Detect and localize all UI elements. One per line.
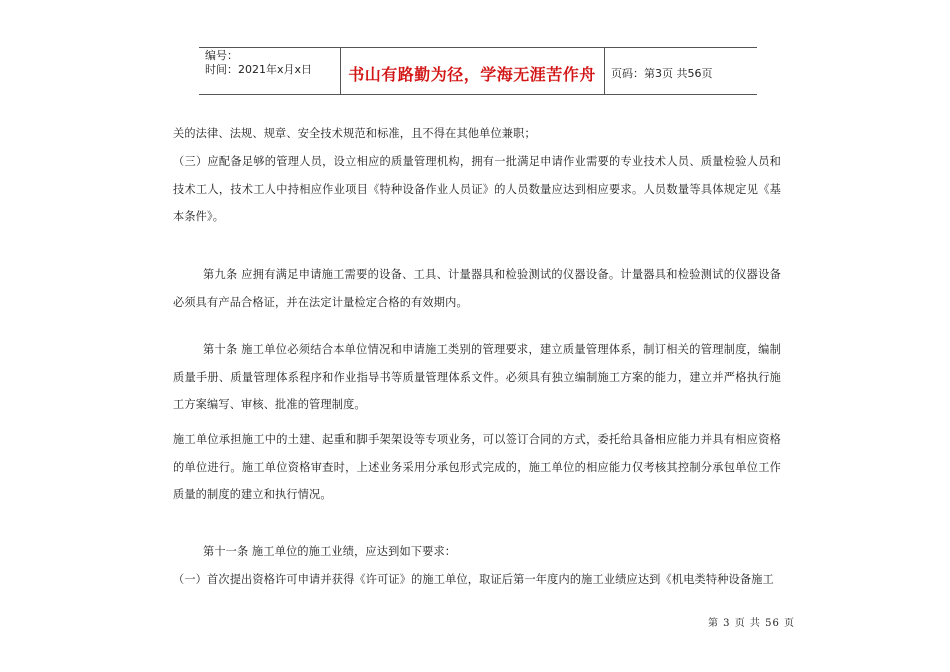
paragraph: 关的法律、法规、规章、安全技术规范和标准，且不得在其他单位兼职； [173,127,536,140]
header-meta [205,49,312,77]
paragraph: 第九条 应拥有满足申请施工需要的设备、工具、计量器具和检验测试的仪器设备。计量器具和检验测试的仪器设备必须具有产品合格证，并在法定计量检定合格的有效期内。 [173,268,781,309]
page-header [199,47,757,95]
header-divider [604,47,605,95]
header-page-info: 页码：第3页 共56页 [611,67,713,80]
header-bottom-rule [199,94,757,95]
page-footer: 第 3 页 共 56 页 [708,618,795,629]
document-date: 时间：2021年x月x日 [205,63,313,76]
header-top-rule [199,47,757,48]
paragraph: （三）应配备足够的管理人员，设立相应的质量管理机构，拥有一批满足申请作业需要的专业技术人员、质量检验人员和技术工人，技术工人中持相应作业项目《特种设备作业人员证》的人员数量应达到相应要求。人员数量等具体规定见《基本条件》。 [173,155,781,223]
paragraph: 第十一条 施工单位的施工业绩，应达到如下要求： [203,545,457,558]
paragraph: （一）首次提出资格许可申请并获得《许可证》的施工单位，取证后第一年度内的施工业绩应达到《机电类特种设备施工 [173,573,774,586]
document-code-label: 编号： [205,49,238,62]
paragraph: 施工单位承担施工中的土建、起重和脚手架架设等专项业务，可以签订合同的方式，委托给具备相应能力并具有相应资格的单位进行。施工单位资格审查时，上述业务采用分承包形式完成的，施工单位的相应能力仅考核其控制分承包单位工作质量的制度的建立和执行情况。 [173,433,781,501]
header-motto: 书山有路勤为径，学海无涯苦作舟 [348,65,596,84]
paragraph: 第十条 施工单位必须结合本单位情况和申请施工类别的管理要求，建立质量管理体系，制订相关的管理制度，编制质量手册、质量管理体系程序和作业指导书等质量管理体系文件。必须具有独立编制施工方案的能力，建立并严格执行施工方案编写、审核、批准的管理制度。 [173,343,781,411]
